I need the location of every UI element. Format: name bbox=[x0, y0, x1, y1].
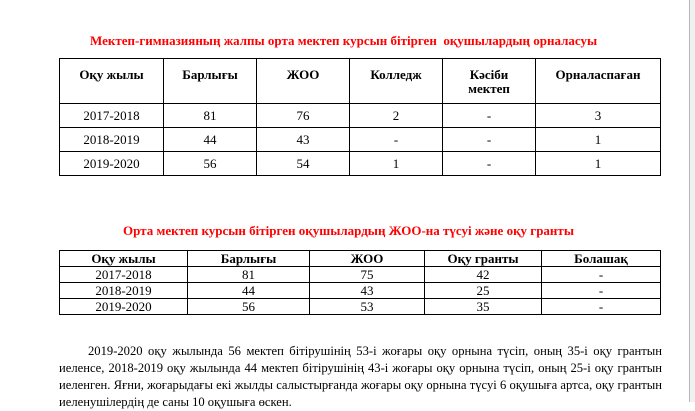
cell-university: 76 bbox=[257, 104, 350, 128]
cell-college: 2 bbox=[350, 104, 443, 128]
cell-year: 2018-2019 bbox=[60, 283, 188, 299]
cell-year: 2019-2020 bbox=[60, 299, 188, 315]
header-study-grant: Оқу гранты bbox=[425, 251, 542, 267]
table-row bbox=[60, 128, 661, 152]
cell-unplaced: 1 bbox=[536, 128, 661, 152]
cell-total: 56 bbox=[188, 299, 310, 315]
table-header-row bbox=[60, 251, 661, 267]
header-college: Колледж bbox=[350, 59, 443, 104]
cell-year: 2019-2020 bbox=[60, 152, 164, 176]
admission-grant-table-title: Орта мектеп курсын бітірген оқушылардың ЖОО-на түсуі және оқу гранты bbox=[123, 223, 574, 238]
cell-college: 1 bbox=[350, 152, 443, 176]
cell-university: 43 bbox=[257, 128, 350, 152]
cell-year: 2018-2019 bbox=[60, 128, 164, 152]
table-row bbox=[60, 283, 661, 299]
cell-college: - bbox=[350, 128, 443, 152]
summary-paragraph: 2019-2020 оқу жылында 56 мектеп бітірушінің 53-і жоғары оқу орнына түсіп, оның 35-і оқу грантын иеленсе, 2018-2019 оқу жылында 44 мектеп бітірушінің 43-і жоғары оқу орнына түсіп, оның 25-і оқу грантын иеленген. Яғни, жоғарыдағы екі жылды салыстырғанда жоғары оқу орнына түсуі 6 оқушыға артса, оқу грантын иеленушілердің де саны 10 оқушыға өскен. bbox=[59, 343, 662, 409]
cell-total: 44 bbox=[188, 283, 310, 299]
page-edge-scrollbar bbox=[689, 0, 695, 402]
header-total: Барлығы bbox=[164, 59, 257, 104]
cell-total: 44 bbox=[164, 128, 257, 152]
table-row bbox=[60, 152, 661, 176]
cell-year: 2017-2018 bbox=[60, 267, 188, 283]
cell-vocational: - bbox=[443, 128, 536, 152]
cell-grant: 35 bbox=[425, 299, 542, 315]
header-university: ЖОО bbox=[257, 59, 350, 104]
university-admission-grant-table bbox=[59, 250, 661, 315]
cell-bolashak: - bbox=[542, 299, 661, 315]
cell-university: 53 bbox=[310, 299, 425, 315]
cell-grant: 42 bbox=[425, 267, 542, 283]
header-bolashak: Болашақ bbox=[542, 251, 661, 267]
cell-grant: 25 bbox=[425, 283, 542, 299]
cell-unplaced: 1 bbox=[536, 152, 661, 176]
graduate-placement-table bbox=[59, 58, 661, 176]
cell-bolashak: - bbox=[542, 267, 661, 283]
header-study-year: Оқу жылы bbox=[60, 59, 164, 104]
cell-university: 43 bbox=[310, 283, 425, 299]
table-row bbox=[60, 299, 661, 315]
table-row bbox=[60, 104, 661, 128]
header-university: ЖОО bbox=[310, 251, 425, 267]
header-study-year: Оқу жылы bbox=[60, 251, 188, 267]
table-row bbox=[60, 267, 661, 283]
cell-vocational: - bbox=[443, 152, 536, 176]
cell-total: 81 bbox=[188, 267, 310, 283]
header-vocational-school: Кәсіби мектеп bbox=[443, 59, 536, 104]
header-total: Барлығы bbox=[188, 251, 310, 267]
cell-total: 56 bbox=[164, 152, 257, 176]
cell-unplaced: 3 bbox=[536, 104, 661, 128]
cell-university: 54 bbox=[257, 152, 350, 176]
cell-year: 2017-2018 bbox=[60, 104, 164, 128]
header-unplaced: Орналаспаған bbox=[536, 59, 661, 104]
cell-total: 81 bbox=[164, 104, 257, 128]
cell-vocational: - bbox=[443, 104, 536, 128]
cell-bolashak: - bbox=[542, 283, 661, 299]
cell-university: 75 bbox=[310, 267, 425, 283]
placement-table-title: Мектеп-гимназияның жалпы орта мектеп курсын бітірген оқушылардың орналасуы bbox=[90, 33, 598, 48]
table-header-row bbox=[60, 59, 661, 104]
